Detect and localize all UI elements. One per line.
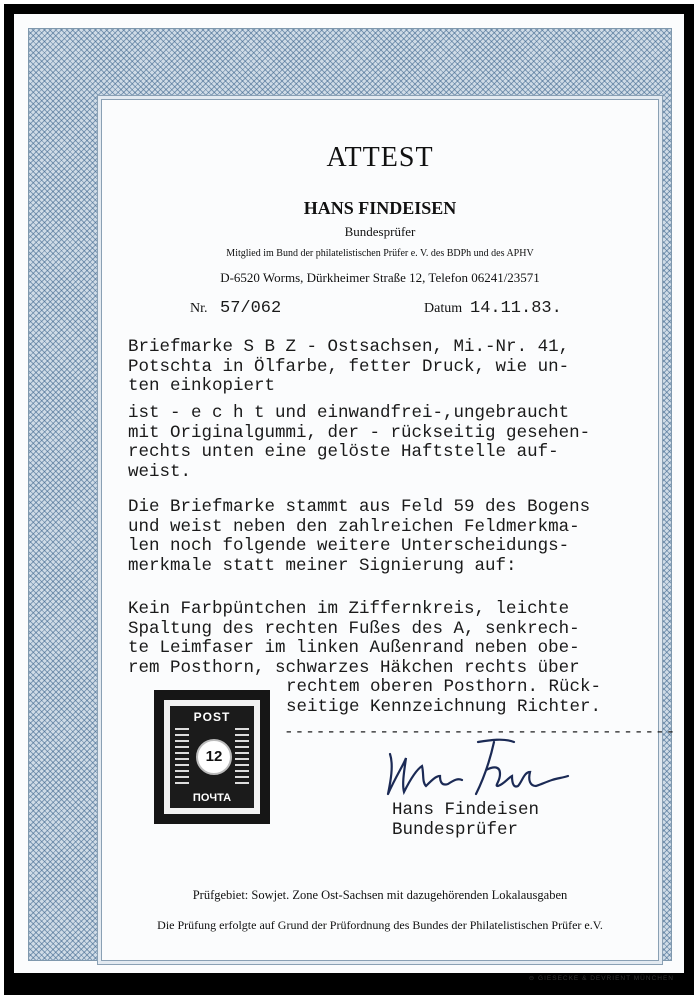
number-value: 57/062 — [220, 299, 282, 318]
text-line: rem Posthorn, schwarzes Häkchen rechts über — [128, 657, 580, 678]
text-line: ten einkopiert — [128, 376, 276, 396]
printer-imprint — [529, 974, 674, 982]
certificate-body — [101, 99, 677, 961]
text-line: weist. — [128, 461, 192, 482]
membership-line: Mitglied im Bund der philatelistischen Prüfer e. V. des BDPh und des APHV — [226, 248, 534, 259]
legal-notice: Die Prüfung erfolgte auf Grund der Prüfordnung des Bundes der Philatelistischen Prüfer e.V. — [157, 918, 603, 932]
stamp-bottom-text: ПОЧТА — [192, 792, 232, 804]
printer-logo-icon: ⊖ — [528, 975, 536, 982]
paragraph-2 — [128, 404, 590, 482]
text-line: und weist neben den zahlreichen Feldmerkma- — [128, 516, 580, 537]
text-line: seitige Kennzeichnung Richter. — [286, 696, 602, 717]
text-line: te Leimfaser im linken Außenrand neben obe- — [128, 638, 580, 658]
text-line: merkmale statt meiner Signierung auf: — [128, 555, 517, 576]
certificate-border — [4, 4, 694, 995]
stamp-image — [154, 690, 270, 824]
guilloche-frame — [28, 28, 677, 961]
stamp-left-ornament — [175, 728, 189, 788]
examiner-name: HANS FINDEISEN — [303, 198, 457, 218]
signatory-role: Bundesprüfer — [392, 820, 519, 840]
handwritten-signature — [382, 736, 572, 802]
stamp-top-text: POST — [193, 710, 231, 724]
text-line: Kein Farbpüntchen im Ziffernkreis, leichte — [128, 599, 570, 619]
paragraph-4-continued — [286, 678, 601, 717]
text-line: rechtem oberen Posthorn. Rück- — [286, 677, 602, 697]
text-line: Briefmarke S B Z - Ostsachsen, Mi.-Nr. 41, — [128, 337, 570, 357]
text-line: ist - e c h t und einwandfrei-,ungebraucht — [128, 403, 570, 423]
paragraph-3 — [128, 498, 590, 576]
certificate-title: ATTEST — [326, 142, 434, 173]
text-line: mit Originalgummi, der - rückseitig gesehen- — [128, 422, 591, 443]
text-line: len noch folgende weitere Unterscheidungs- — [128, 536, 570, 556]
text-line: Potschta in Ölfarbe, fetter Druck, wie un- — [128, 356, 570, 377]
dash-separator: ------------------------------------- — [284, 723, 677, 741]
examination-scope: Prüfgebiet: Sowjet. Zone Ost-Sachsen mit dazugehörenden Lokalausgaben — [192, 888, 568, 902]
text-line: rechts unten eine gelöste Haftstelle auf- — [128, 442, 559, 462]
date-value: 14.11.83. — [470, 299, 562, 318]
stamp-frame — [164, 700, 260, 814]
stamp-design — [170, 706, 254, 808]
number-label: Nr. — [190, 301, 208, 316]
certificate-paper — [14, 14, 684, 982]
text-line: Die Briefmarke stammt aus Feld 59 des Bogens — [128, 497, 591, 517]
paragraph-1 — [128, 338, 569, 397]
stamp-right-ornament — [235, 728, 249, 788]
paragraph-4 — [128, 600, 580, 678]
examiner-role: Bundesprüfer — [344, 224, 416, 239]
date-label: Datum — [424, 301, 463, 316]
text-line: Spaltung des rechten Fußes des A, senkrech- — [128, 618, 580, 639]
printer-name: GIESECKE & DEVRIENT MÜNCHEN — [538, 975, 674, 982]
signatory-name: Hans Findeisen — [392, 800, 540, 820]
stamp-value-circle: 12 — [196, 739, 232, 775]
address-line: D-6520 Worms, Dürkheimer Straße 12, Telefon 06241/23571 — [220, 270, 540, 285]
